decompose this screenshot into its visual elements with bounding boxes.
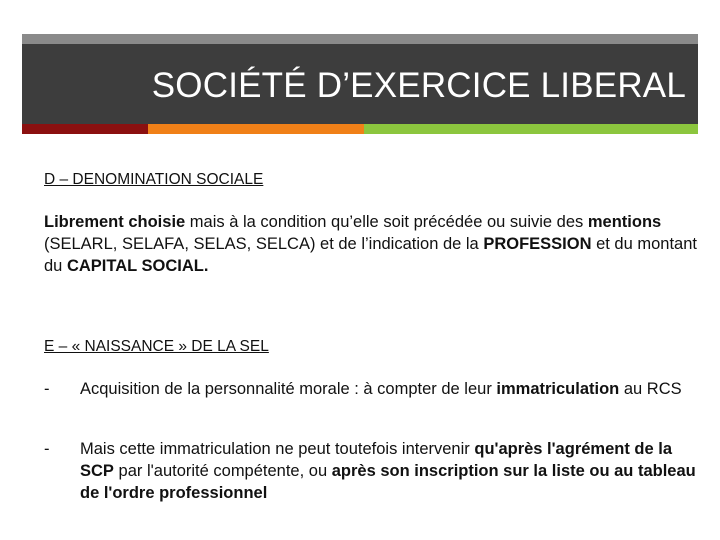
accent-stripe-orange bbox=[148, 124, 364, 134]
section-d-paragraph bbox=[44, 211, 704, 277]
accent-stripe-green bbox=[364, 124, 698, 134]
bullet-text bbox=[80, 378, 704, 400]
section-e-heading: E – « NAISSANCE » DE LA SEL bbox=[44, 338, 269, 355]
title-band bbox=[22, 34, 698, 124]
bold-text: immatriculation bbox=[496, 380, 620, 398]
section-d-heading: D – DENOMINATION SOCIALE bbox=[44, 171, 264, 188]
text: mais à la condition qu’elle soit précédée ou suivie des bbox=[185, 213, 588, 231]
text: Acquisition de la personnalité morale : à compter de leur bbox=[80, 380, 497, 398]
accent-stripe-red bbox=[22, 124, 148, 134]
bullet-item-1 bbox=[44, 378, 704, 400]
bold-text: mentions bbox=[587, 213, 662, 231]
text: au RCS bbox=[619, 380, 682, 398]
bullet-item-2 bbox=[44, 438, 704, 504]
slide-title: SOCIÉTÉ D’EXERCICE LIBERAL bbox=[151, 66, 686, 105]
text: et du montant du bbox=[44, 235, 697, 275]
bold-text: CAPITAL SOCIAL. bbox=[66, 257, 209, 275]
text: par l'autorité compétente, ou bbox=[113, 462, 332, 480]
bullet-dash: - bbox=[44, 380, 50, 398]
text: (SELARL, SELAFA, SELAS, SELCA) et de l’indication de la bbox=[44, 235, 484, 253]
bullet-text bbox=[80, 438, 704, 504]
text: Mais cette immatriculation ne peut toutefois intervenir bbox=[80, 440, 475, 458]
bold-text: qu'après l'agrément de la SCP bbox=[80, 440, 673, 480]
bold-text: Librement choisie bbox=[44, 213, 186, 231]
bold-text: après son inscription sur la liste ou au tableau de l'ordre professionnel bbox=[80, 462, 696, 502]
bold-text: PROFESSION bbox=[483, 235, 592, 253]
bullet-dash: - bbox=[44, 440, 50, 458]
